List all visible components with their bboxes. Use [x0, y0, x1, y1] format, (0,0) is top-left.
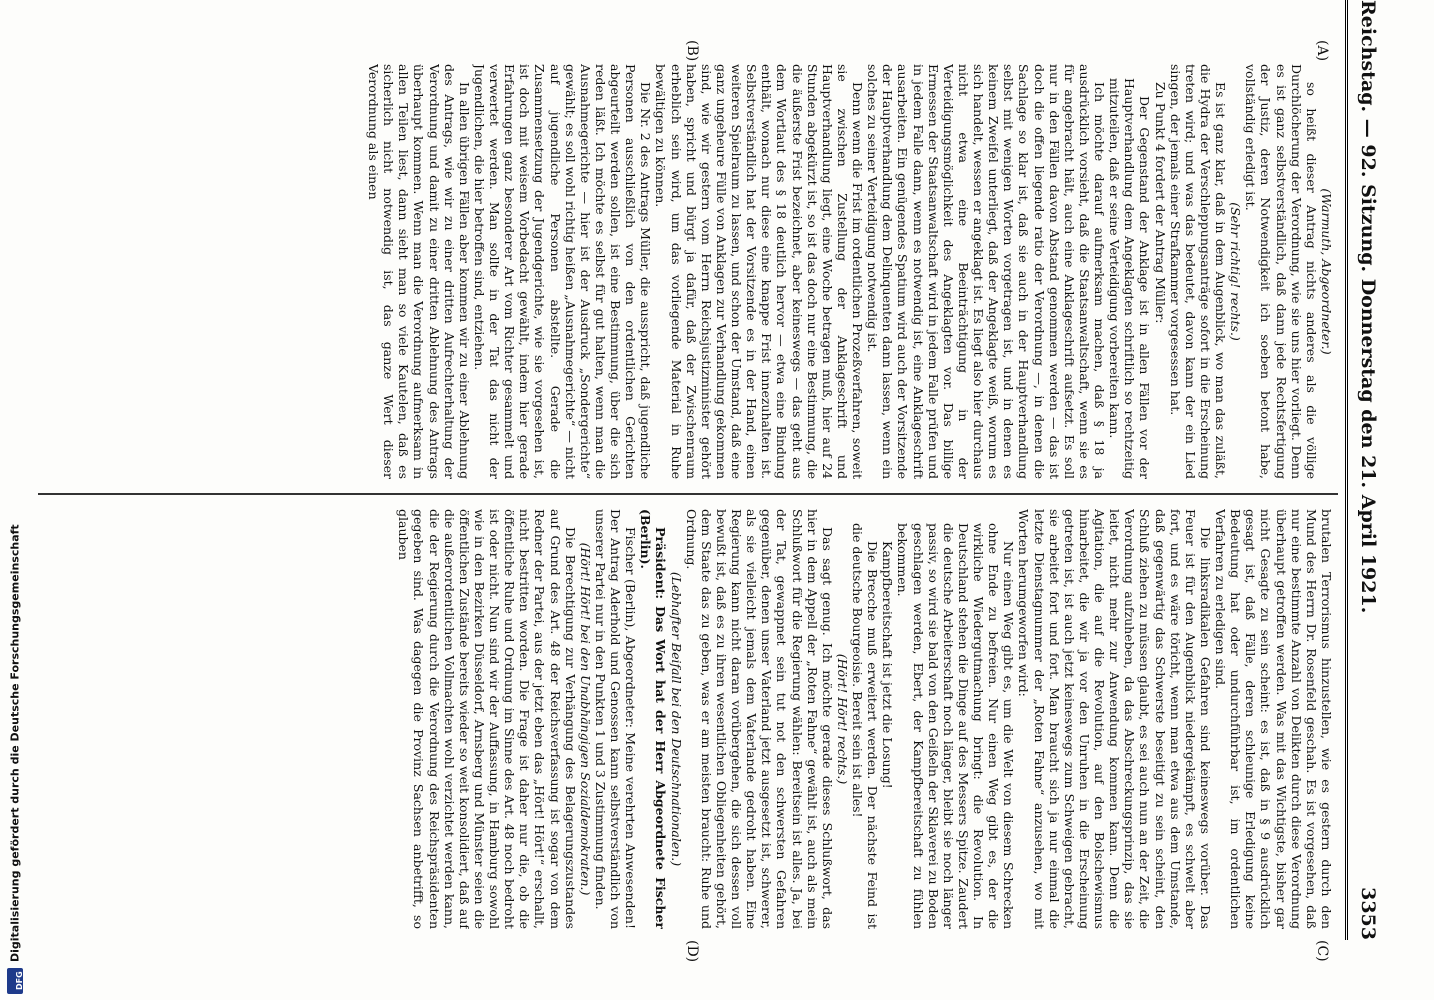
quotation: Die Brecche muß erweitert werden. Der nächste Feind ist die deutsche Bourgeoisie. Bereit sein ist alles!: [850, 523, 881, 929]
paragraph: Ich möchte darauf aufmerksam machen, daß § 18 ja ausdrücklich vorsieht, daß die Staatsanwaltschaft, wenn sie es für angebracht hält, auch eine Anklageschrift aufsetzt. Es soll nur in den Fällen davon Abstand genommen werden — das ist doch die offen liegende ratio der Verordnung —, in denen die Sachlage so klar ist, daß sie auch in der Hauptverhandlung selbst mit wenigen Worten vorgetragen ist, und in denen es keinem Zweifel unterliegt, daß der Angeklagte weiß, worum es sich handelt, wessen er angeklagt ist. Es liegt also hier durchaus nicht etwa eine Beeinträchtigung in der Verteidigungsmöglichkeit des Angeklagten vor. Das billige Ermessen der Staatsanwaltschaft wird in jedem Falle prüfen und in jedem Falle dann, wenn es notwendig ist, eine Anklageschrift ausarbeiten. Ein genügendes Spatium wird auch der Vorsitzende der Hauptverhandlung dem Delinquenten dann lassen, wenn ein solches zu seiner Verteidigung notwendig ist.: [865, 64, 1108, 479]
quoted-motion: Der Gegenstand der Anklage ist in allen Fällen vor der Hauptverhandlung dem Angeklagten schriftlich so rechtzeitig mitzuteilen, daß er seine Verteidigung vorbereiten kann.: [1107, 78, 1153, 479]
page-number: 3353: [1357, 887, 1379, 940]
column-divider: [38, 493, 1338, 495]
quotation: Nur einen Weg gibt es, um die Welt von diesem Schrecken ohne Ende zu befreien. Nur einen Weg gibt es, der die wirkliche Wiedergutmachung bringt: die Revolution. In Deutschland stehen die Dinge auf des Messers Spitze. Zaudert die deutsche Arbeiterschaft noch länger, bleibt sie noch länger passiv, so wird sie bald von den Geißeln der Sklaverei zu Boden geschlagen werden, Ebert, der Kampfbereitschaft zu fühlen bekommen.: [895, 523, 1017, 929]
paragraph: Zu Punkt 4 fordert der Antrag Müller:: [1152, 82, 1168, 324]
paragraph: In allen übrigen Fällen aber kommen wir zu einer Ablehnung des Antrags, wie wir zu einer dritten Aufrechterhaltung der Verordnung und damit zu einer dritten Ablehnung des Antrags überhaupt kommen. Wenn man die Verordnung aufmerksam in allen Teilen liest, dann sieht man so viele Kautelen, daß es sicherlich nicht notwendig ist, das ganze Wert dieser Verordnung als einen: [366, 64, 472, 479]
digitization-credit: [6, 4, 24, 994]
interjection: (Lebhafter Beifall bei den Deutschnationalen.): [668, 571, 684, 867]
credit-text: Digitalisierung gefördert durch die Deutsche Forschungsgemeinschaft: [8, 524, 22, 962]
paragraph: Es ist ganz klar, daß in dem Augenblick, wo man das zuläßt, die Hydra der Verschleppungsanträge sofort in die Erscheinung treten wird; und was das bedeutet, davon kann der ein Lied singen, der jemals einer Strafkammer vorgesessen hat.: [1167, 64, 1229, 479]
paragraph: Die Nr. 2 des Antrags Müller, die ausspricht, daß jugendliche Personen ausschließlich von den ordentlichen Gerichten abgeurteilt werden sollen, ist eine Bestimmung, über die sich reden läßt. Ich möchte es selbst für gut halten, wenn man die Ausnahmegerichte — hier ist der Ausdruck „Sondergerichte“ gewählt; es soll wohl richtig heißen „Ausnahmegerichte“ — nicht auf jugendliche Personen abstellte. Gerade die Zusammensetzung der Jugendgerichte, wie sie vorgesehen ist, ist doch mit weisem Vorbedacht gewählt, indem hier gerade Erfahrungen ganz besonderer Art vom Richter gesammelt und verwertet werden. Man sollte in der Tat das nicht der Jugendlichen, die hier betroffen sind, entziehen.: [472, 64, 654, 479]
dfg-logo-icon: DFG: [7, 968, 23, 994]
margin-mark-b: (B): [684, 40, 700, 62]
margin-mark-d: (D): [684, 940, 700, 963]
margin-mark-a: (A): [1314, 40, 1330, 62]
margin-mark-c: (C): [1314, 940, 1330, 962]
paragraph: Die Berechtigung zur Verhängung des Belagerungszustandes auf Grund des Art. 48 der Reichsverfassung ist sogar von dem Redner der Partei, aus der jetzt eben das „Hört! Hört!“ erschallt, nicht bestritten worden. Die Frage ist daher nur die, ob die öffentliche Ruhe und Ordnung im Sinne des Art. 48 noch bedroht ist oder nicht. Nun sind wir der Auffassung, in Hamburg sowohl wie in den Bezirken Düsseldorf, Arnsberg und Münster seien die öffentlichen Zustände bereits wieder so weit konsolidiert, daß auf die außerordentlichen Vollmachten wohl verzichtet werden kann, die der Regierung durch die Verordnung des Reichspräsidenten gegeben sind. Was dagegen die Provinz Sachsen anbetrifft, so glauben: [396, 509, 578, 929]
header-title: Reichstag. — 92. Sitzung. Donnerstag den 21. April 1921.: [1357, 0, 1379, 614]
page-header: [1345, 0, 1388, 940]
interjection: (Hört! Hört! rechts.): [835, 653, 850, 785]
quotation: Kampfbereitschaft ist jetzt die Losung!: [880, 541, 896, 789]
president-statement: Präsident: Das Wort hat der Herr Abgeordnete Fischer (Berlin).: [638, 509, 669, 929]
paragraph: so heißt dieser Antrag nichts anderes als die völlige Durchlöcherung der Verordnung, wie sie uns hier vorliegt. Denn es ist ganz selbstverständlich, daß dann jede Rechtsfertigung der Justiz, deren Notwendigkeit ich soeben betont habe, vollständig erledigt ist.: [1243, 64, 1319, 479]
paragraph: Die linksradikalen Gefahren sind keineswegs vorüber. Das Feuer ist für den Augenblick niedergekämpft, es schwelt aber fort, und es wäre töricht, wenn man etwa aus dem Umstande, daß gegenwärtig das Schwerste beseitigt zu sein scheint, den Schluß ziehen zu müssen glaubt, es sei auch nun an der Zeit, die Verordnung aufzuheben, da das Abschreckungsprinzip, das sie leitet, nicht mehr zur Anwendung kommen kann. Denn die Agitation, die auf die Revolution, auf den Bolschewismus hinarbeitet, die wir ja vor den Unruhen in die Erscheinung getreten ist, ist auch jetzt keineswegs zum Schweigen gebracht, sie arbeitet fort und fort. Man braucht sich ja nur einmal die letzte Dienstagnummer der „Roten Fahne“ anzusehen, wo mit Worten herumgeworfen wird:: [1016, 509, 1213, 929]
paragraph: Fischer (Berlin), Abgeordneter: Meine verehrten Anwesenden! Der Antrag Aderhold und Genossen kann selbstverständlich von unserer Partei nur in den Punkten 1 und 3 Zustimmung finden.: [593, 509, 639, 929]
right-column: [44, 509, 1334, 929]
interjection: (Hört! Hört! bei den Unabhängigen Sozialdemokraten.): [577, 542, 593, 896]
interjection: (Sehr richtig! rechts.): [1228, 202, 1244, 341]
speaker-note: (Warmuth, Abgeordneter.): [1319, 188, 1334, 355]
left-column: [44, 64, 1334, 479]
paragraph: Das sagt genug. Ich möchte gerade dieses Schlußwort, das hier in dem Appell der „Roten Fahne“ gewählt ist, auch als mein Schlußwort für die Regierung wählen: Bereitsein ist alles. Ja, bei der Tat, gewappnet sein tut not den schwersten Gefahren gegenüber, denen unser Vaterland jetzt ausgesetzt ist, schwerer, als sie vielleicht jemals dem Vaterlande gedroht haben. Eine Regierung kann nicht daran vorübergehen, die sich dessen voll bewußt ist, daß es zu ihren wesentlichen Obliegenheiten gehört, dem Staate das zu geben, was er am meisten braucht: Ruhe und Ordnung.: [683, 509, 835, 929]
paragraph: brutalen Terrorismus hinzustellen, wie es gestern durch den Mund des Herrn Dr. Rosenfeld geschah. Es ist vorgesehen, daß nur eine bestimmte Anzahl von Delikten durch diese Verordnung überhaupt getroffen werden. Was mit das Wichtigste, bisher gar nicht Gesagte zu sein scheint: es ist, daß in § 9 ausdrücklich gesagt ist, daß Fälle, deren schleunige Erledigung keine Bedeutung hat oder undurchführbar ist, im ordentlichen Verfahren zu erledigen sind.: [1213, 509, 1334, 929]
paragraph: Denn wenn die Frist im ordentlichen Prozeßverfahren, soweit sie zwischen Zustellung der Anklageschrift und Hauptverhandlung liegt, eine Woche betragen muß, hier auf 24 Stunden abgekürzt ist, so ist das doch nur eine Bestimmung, die die äußerste Frist bezeichnet, aber keineswegs — das geht aus dem Wortlaut des § 18 deutlich hervor — etwa eine Bindung enthält, wonach nur diese eine knappe Frist innezuhalten ist. Selbstverständlich hat der Vorsitzende es in der Hand, einen weiteren Spielraum zu lassen, und schon der Umstand, daß eine ganz ungeheure Fülle von Anklagen zur Verhandlung gekommen sind, wie wir gestern vom Herrn Reichsjustizminister gehört haben, spricht und bürgt ja dafür, daß der Zwischenraum erheblich sein wird, um das vorliegende Material in Ruhe bewältigen zu können.: [653, 64, 866, 479]
